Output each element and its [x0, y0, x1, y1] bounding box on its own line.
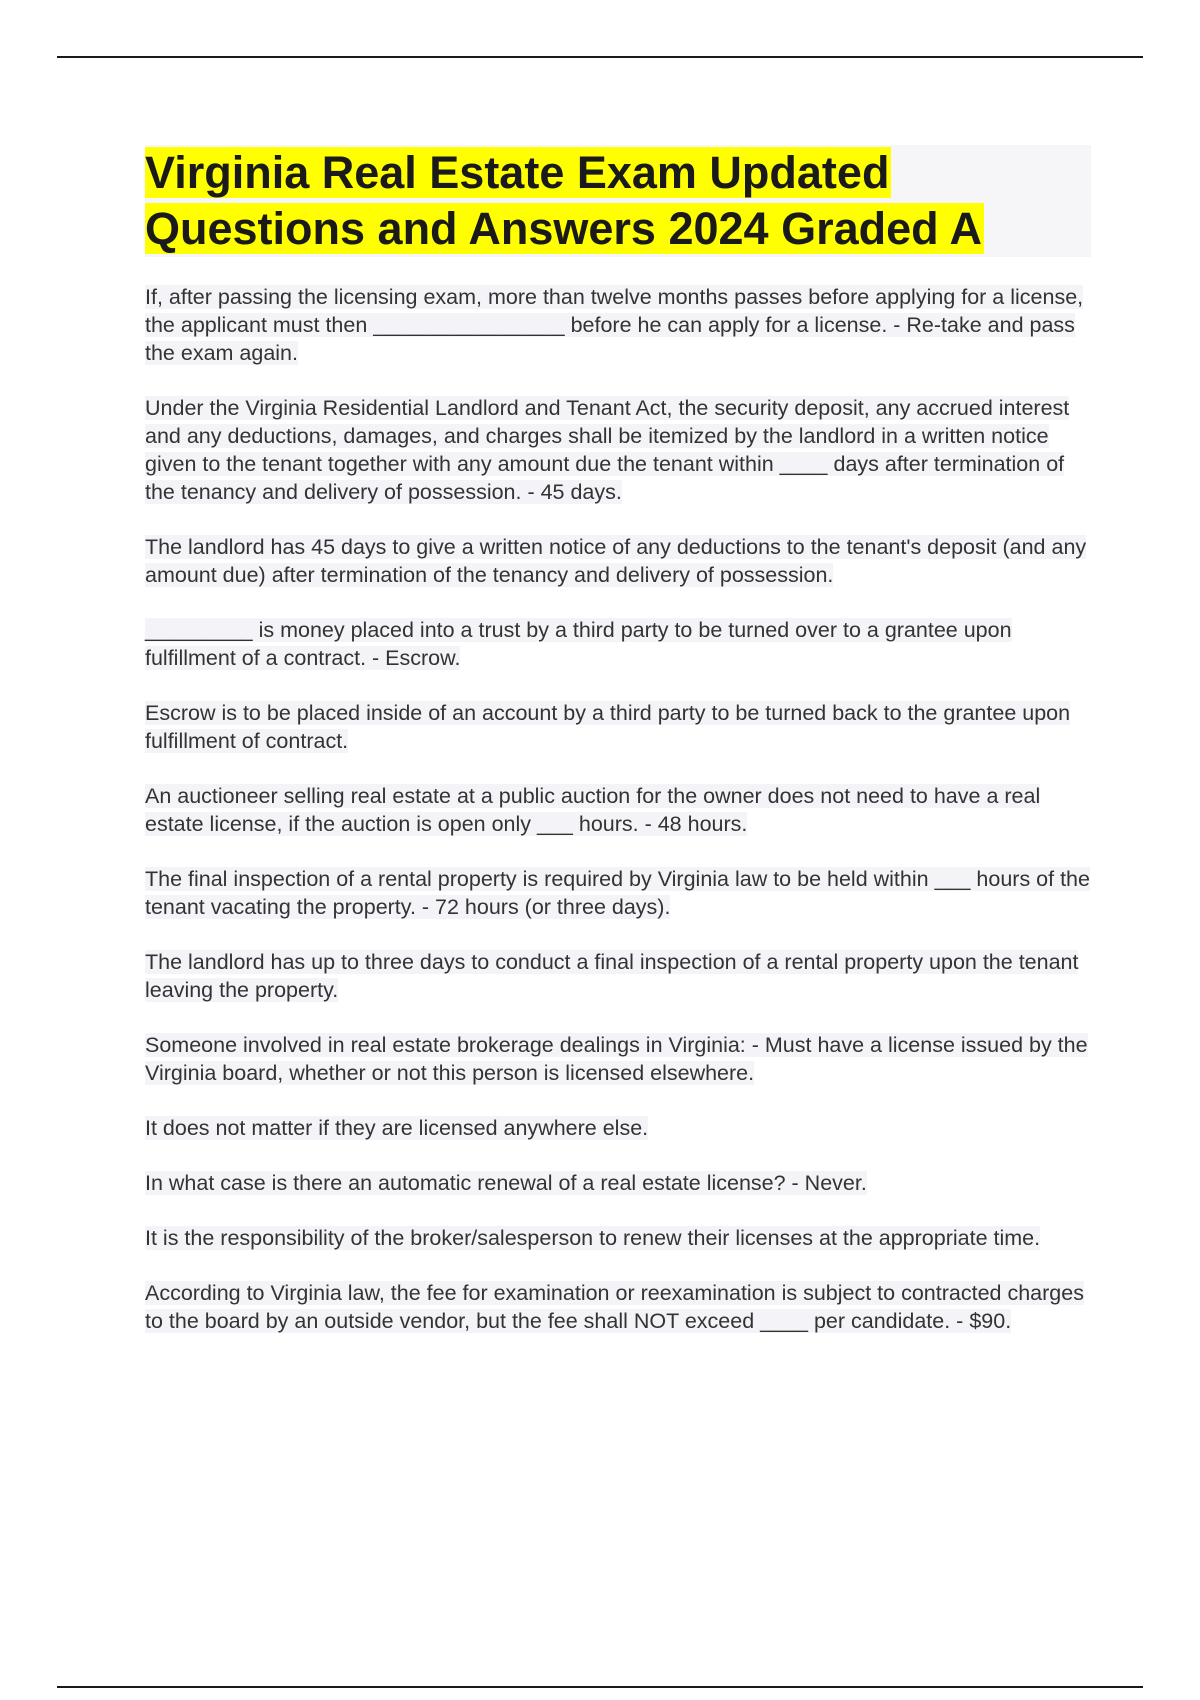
qa-paragraph: [145, 1279, 1091, 1335]
qa-paragraph: [145, 533, 1091, 589]
qa-paragraph: [145, 283, 1091, 367]
qa-text: Someone involved in real estate brokerage dealings in Virginia: - Must have a license issued by the Virginia board, whether or not this person is licensed elsewhere.: [145, 1033, 1088, 1085]
bottom-rule: [57, 1686, 1143, 1688]
qa-paragraph: [145, 782, 1091, 838]
qa-text: In what case is there an automatic renewal of a real estate license? - Never.: [145, 1171, 867, 1195]
qa-paragraph: [145, 1224, 1091, 1252]
qa-text: It does not matter if they are licensed anywhere else.: [145, 1116, 649, 1140]
qa-text: The final inspection of a rental property is required by Virginia law to be held within ___ hours of the tenant vacating the property. - 72 hours (or three days).: [145, 867, 1090, 919]
qa-paragraph: [145, 1114, 1091, 1142]
qa-paragraph: [145, 1169, 1091, 1197]
document-body: [145, 283, 1091, 1362]
qa-text: According to Virginia law, the fee for examination or reexamination is subject to contracted charges to the board by an outside vendor, but the fee shall NOT exceed ____ per candidate. - $90.: [145, 1281, 1084, 1333]
qa-text: _________ is money placed into a trust by a third party to be turned over to a grantee upon fulfillment of a contract. - Escrow.: [145, 618, 1012, 670]
qa-paragraph: [145, 1031, 1091, 1087]
qa-text: The landlord has up to three days to conduct a final inspection of a rental property upon the tenant leaving the property.: [145, 950, 1079, 1002]
qa-paragraph: [145, 948, 1091, 1004]
qa-paragraph: [145, 699, 1091, 755]
top-rule: [57, 56, 1143, 58]
qa-paragraph: [145, 394, 1091, 506]
title-block: [145, 145, 1091, 257]
qa-text: Under the Virginia Residential Landlord and Tenant Act, the security deposit, any accrued interest and any deductions, damages, and charges shall be itemized by the landlord in a written notice given to the tenant together with any amount due the tenant within ____ days after termination of the tenancy and delivery of possession. - 45 days.: [145, 396, 1070, 504]
qa-text: If, after passing the licensing exam, more than twelve months passes before applying for a license, the applicant must then ________________ before he can apply for a license. - Re-take and pass the exam again.: [145, 285, 1084, 365]
document-title-text: Virginia Real Estate Exam Updated Questions and Answers 2024 Graded A: [145, 147, 982, 254]
qa-text: It is the responsibility of the broker/salesperson to renew their licenses at the appropriate time.: [145, 1226, 1041, 1250]
qa-text: The landlord has 45 days to give a written notice of any deductions to the tenant's deposit (and any amount due) after termination of the tenancy and delivery of possession.: [145, 535, 1087, 587]
document-title: [145, 145, 1091, 257]
qa-paragraph: [145, 616, 1091, 672]
qa-text: An auctioneer selling real estate at a public auction for the owner does not need to have a real estate license, if the auction is open only ___ hours. - 48 hours.: [145, 784, 1041, 836]
qa-paragraph: [145, 865, 1091, 921]
qa-text: Escrow is to be placed inside of an account by a third party to be turned back to the grantee upon fulfillment of contract.: [145, 701, 1071, 753]
